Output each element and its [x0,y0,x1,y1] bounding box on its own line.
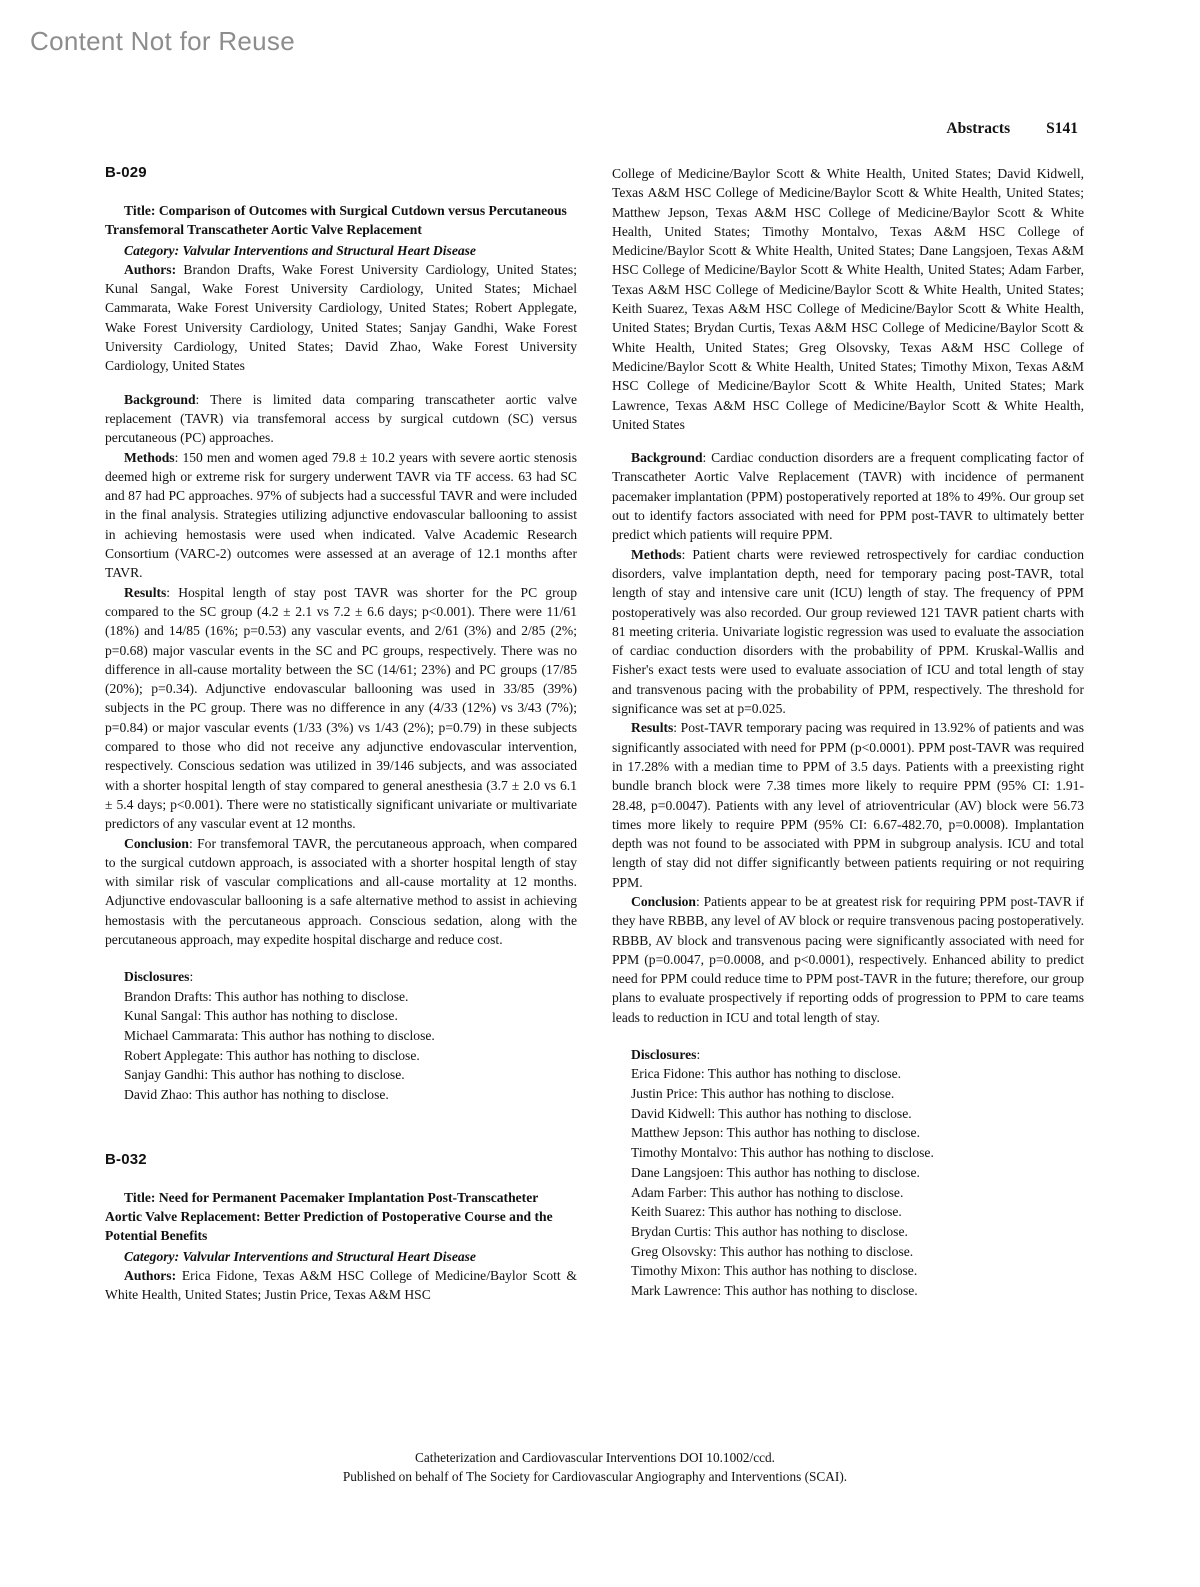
page-body [105,120,1085,1305]
section-label: Background [631,450,703,466]
disclosure-item: Erica Fidone: This author has nothing to disclose. [631,1066,902,1082]
disclosure-item: David Zhao: This author has nothing to disclose. [124,1087,389,1103]
category-label: Category: [124,242,180,258]
watermark-content-not-for-reuse: Content Not for Reuse [30,26,295,56]
running-head-label: Abstracts [946,120,1011,137]
disclosures-heading-b032 [612,1045,1084,1064]
disclosure-item: Dane Langsjoen: This author has nothing to disclose. [631,1164,920,1180]
section-text: : Post-TAVR temporary pacing was required in 13.92% of patients and was significantly associated with need for PPM (p<0.0001). PPM post-TAVR was required in 17.28% with a median time to PPM of 3.5 days. Patients with a preexisting right bundle branch block were 7.38 times more likely to require PPM (95% CI: 1.91-28.48, p=0.0047). Patients with any level of atrioventricular (AV) block were 56.73 times more likely to require PPM (95% CI: 6.67-482.70, p=0.0008). Implantation depth was not found to be associated with PPM in subgroup analysis. ICU and total length of stay did not differ significantly between patients requiring or not requiring PPM. [612,720,1084,890]
abstract-id-b032: B-032 [105,1150,147,1168]
section-background-b029 [105,390,577,448]
section-background-b032 [612,448,1084,544]
authors-label: Authors: [124,1267,177,1283]
title-label: Title: [124,1189,156,1205]
section-label: Conclusion [631,893,696,909]
section-label: Background [124,391,196,407]
right-column [612,164,1084,1301]
spacer [105,1105,577,1151]
abstract-authors-b032-continued: College of Medicine/Baylor Scott & White Health, United States; David Kidwell, Texas A&M HSC College of Medicine/Baylor Scott & White Health, United States; Matthew Jepson, Texas A&M HSC College of Medicine/Baylor Scott & White Health, United States; Timothy Montalvo, Texas A&M HSC College of Medicine/Baylor Scott & White Health, United States; Dane Langsjoen, Texas A&M HSC College of Medicine/Baylor Scott & White Health, United States; Adam Farber, Texas A&M HSC College of Medicine/Baylor Scott & White Health, United States; Keith Suarez, Texas A&M HSC College of Medicine/Baylor Scott & White Health, United States; Brydan Curtis, Texas A&M HSC College of Medicine/Baylor Scott & White Health, United States; Greg Olsovsky, Texas A&M HSC College of Medicine/Baylor Scott & White Health, United States; Timothy Mixon, Texas A&M HSC College of Medicine/Baylor Scott & White Health, United States; Mark Lawrence, Texas A&M HSC College of Medicine/Baylor Scott & White Health, United States [612,166,1084,432]
section-text: : Patient charts were reviewed retrospectively for cardiac conduction disorders, valve implantation depth, need for temporary pacing post-TAVR, total length of stay and intensive care unit (ICU) length of stay. The frequency of PPM postoperatively was also recorded. Our group reviewed 121 TAVR patient charts with 81 meeting criteria. Univariate logistic regression was used to evaluate the association of cardiac conduction disorders with the probability of PPM. Kruskal-Wallis and Fisher's exact tests were used to evaluate association of ICU and total length of stay and transvenous pacing with the probability of PPM, respectively. The threshold for significance was set at p=0.025. [612,546,1084,717]
authors-label: Authors: [124,261,177,277]
abstract-title-b032 [105,1188,577,1246]
page-footer [105,1448,1085,1487]
section-label: Conclusion [124,835,189,851]
category-label: Category: [124,1248,180,1264]
two-column-layout [105,164,1085,1305]
section-text: : Hospital length of stay post TAVR was shorter for the PC group compared to the SC group (4.2 ± 2.1 vs 7.2 ± 6.6 days; p<0.001). There were 11/61 (18%) and 14/85 (16%; p=0.53) any vascular events, and 2/61 (3%) and 2/85 (2%; p=0.68) major vascular events in the SC and PC groups, respectively. There was no difference in all-cause mortality between the SC (14/61; 23%) and PC groups (17/85 (20%); p=0.34). Adjunctive endovascular ballooning was used in 33/85 (39%) subjects in the PC group. There was no difference in any (4/33 (12%) vs 3/43 (7%); p=0.84) or major vascular events (1/33 (3%) vs 1/43 (2%); p=0.79) in these subjects compared to those who did not receive any adjunctive endovascular intervention, respectively. Conscious sedation was utilized in 39/146 subjects, and was associated with a shorter hospital length of stay compared to general anesthesia (3.7 ± 2.0 vs 6.1 ± 5.4 days; p<0.001). There were no statistically significant univariate or multivariate predictors of any vascular event at 12 months. [105,584,577,832]
disclosure-item: Mark Lawrence: This author has nothing to disclose. [631,1283,918,1299]
spacer [105,376,577,390]
left-column [105,164,577,1305]
footer-line-publisher: Published on behalf of The Society for Cardiovascular Angiography and Interventions (SCAI). [342,1469,848,1485]
section-text: : There is limited data comparing transcatheter aortic valve replacement (TAVR) via transfemoral access by surgical cutdown (SC) versus percutaneous (PC) approaches. [105,391,577,446]
disclosure-item: Timothy Montalvo: This author has nothing to disclose. [631,1145,934,1161]
title-text: Need for Permanent Pacemaker Implantation Post-Transcatheter Aortic Valve Replacement: Better Prediction of Postoperative Course and the Potential Benefits [105,1189,553,1244]
disclosure-item: Robert Applegate: This author has nothing to disclose. [124,1047,420,1063]
disclosure-item: Greg Olsovsky: This author has nothing to disclose. [631,1243,914,1259]
section-conclusion-b029 [105,834,577,950]
disclosure-item: Matthew Jepson: This author has nothing to disclose. [631,1125,920,1141]
disclosure-item: Kunal Sangal: This author has nothing to disclose. [124,1008,398,1024]
footer-line-doi: Catheterization and Cardiovascular Interventions DOI 10.1002/ccd. [414,1450,775,1465]
authors-text: Brandon Drafts, Wake Forest University Cardiology, United States; Kunal Sangal, Wake Forest University Cardiology, United States; Michael Cammarata, Wake Forest University Cardiology, United States; Robert Applegate, Wake Forest University Cardiology, United States; Sanjay Gandhi, Wake Forest University Cardiology, United States; David Zhao, Wake Forest University Cardiology, United States [105,261,577,374]
section-label: Results [631,720,674,736]
disclosure-item: Justin Price: This author has nothing to disclose. [631,1086,895,1102]
disclosure-item: Keith Suarez: This author has nothing to disclose. [631,1204,902,1220]
section-methods-b032 [612,545,1084,719]
section-results-b032 [612,718,1084,892]
disclosure-item: Sanjay Gandhi: This author has nothing to disclose. [124,1067,405,1083]
section-text: : For transfemoral TAVR, the percutaneous approach, when compared to the surgical cutdown approach, is associated with a shorter hospital length of stay with similar risk of vascular complications and all-cause mortality at 12 months. Adjunctive endovascular ballooning is a safe alternative method to assist in achieving hemostasis with the percutaneous approach. Conscious sedation, along with the percutaneous approach, may expedite hospital discharge and reduce cost. [105,835,577,947]
title-text: Comparison of Outcomes with Surgical Cutdown versus Percutaneous Transfemoral Transcatheter Aortic Valve Replacement [105,203,567,238]
section-text: : 150 men and women aged 79.8 ± 10.2 years with severe aortic stenosis deemed high or extreme risk for surgery underwent TAVR via TF access. 63 had SC and 87 had PC approaches. 97% of subjects had a successful TAVR and were included in the final analysis. Strategies utilizing adjunctive endovascular ballooning to assist in achieving hemostasis were used when indicated. Valve Academic Research Consortium (VARC-2) outcomes were assessed at an average of 12.1 months after TAVR. [105,449,577,581]
disclosures-label: Disclosures [124,969,190,985]
section-label: Methods [124,449,175,465]
disclosure-item: Michael Cammarata: This author has nothing to disclose. [124,1027,435,1043]
abstract-title-b029 [105,201,577,240]
page-number: S141 [1046,120,1078,137]
abstract-category-b029 [105,241,577,260]
running-head [105,120,1085,138]
disclosure-item: David Kidwell: This author has nothing to disclose. [631,1105,912,1121]
section-label: Results [124,584,167,600]
section-conclusion-b032 [612,892,1084,1027]
abstract-id-b029: B-029 [105,164,147,181]
category-text: Valvular Interventions and Structural Heart Disease [179,242,476,258]
authors-text: Erica Fidone, Texas A&M HSC College of Medicine/Baylor Scott & White Health, United States; Justin Price, Texas A&M HSC [105,1267,577,1303]
disclosure-item: Brydan Curtis: This author has nothing to disclose. [631,1223,908,1239]
section-results-b029 [105,583,577,834]
abstract-authors-b029 [105,260,577,376]
section-text: : Patients appear to be at greatest risk for requiring PPM post-TAVR if they have RBBB, any level of AV block or require transvenous pacing postoperatively. RBBB, AV block and transvenous pacing were significantly associated with need for PPM (p=0.0047, p=0.0008, and p<0.0001), respectively. Enhanced ability to predict need for PPM could reduce time to PPM post-TAVR in the future; therefore, our group plans to evaluate prospectively if reporting odds of progression to PPM to care teams leads to reduction in ICU and total length of stay. [612,893,1084,1025]
category-text: Valvular Interventions and Structural Heart Disease [179,1248,476,1264]
disclosures-colon: : [189,969,194,985]
disclosure-item: Timothy Mixon: This author has nothing to disclose. [631,1263,918,1279]
abstract-category-b032 [105,1247,577,1266]
section-methods-b029 [105,448,577,583]
disclosure-item: Brandon Drafts: This author has nothing to disclose. [124,988,409,1004]
section-label: Methods [631,546,682,562]
disclosure-item: Adam Farber: This author has nothing to disclose. [631,1184,904,1200]
section-text: : Cardiac conduction disorders are a frequent complicating factor of Transcatheter Aortic Valve Replacement (TAVR) with incidence of permanent pacemaker implantation (PPM) postoperatively reported at 18% to 49%. Our group set out to identify factors associated with need for PPM post-TAVR to ultimately better predict which patients will require PPM. [612,450,1084,543]
disclosures-colon: : [696,1047,701,1063]
abstract-authors-b032 [105,1266,577,1305]
title-label: Title: [124,203,156,218]
spacer [612,434,1084,448]
disclosures-heading-b029 [105,967,577,986]
disclosures-label: Disclosures [631,1047,697,1063]
